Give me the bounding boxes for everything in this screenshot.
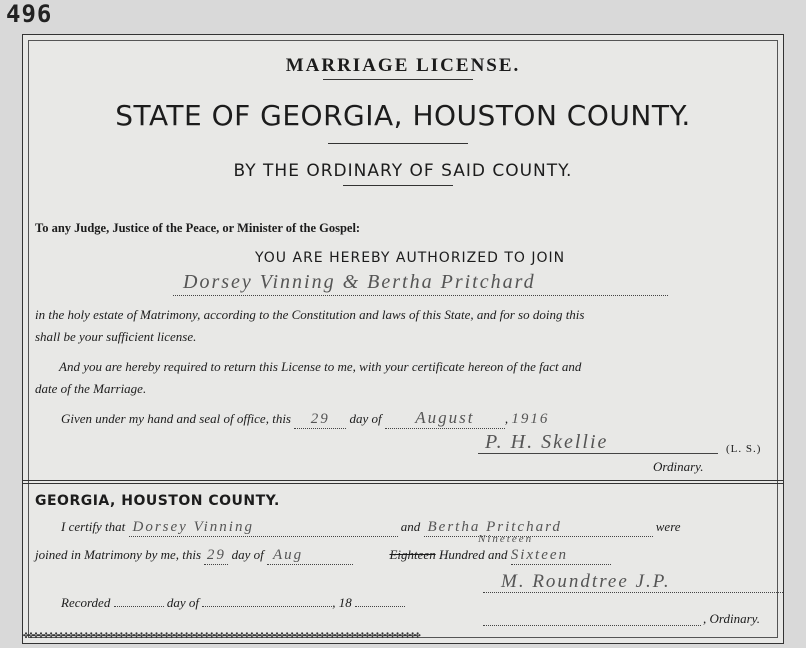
ordinary-signature: P. H. Skellie — [485, 431, 609, 453]
certificate-heading: GEORGIA, HOUSTON COUNTY. — [35, 493, 280, 509]
eighteen-struck: Eighteen — [389, 547, 436, 562]
given-day: 29 — [294, 411, 346, 429]
given-under-hand-line — [61, 408, 549, 429]
joined-prefix: joined in Matrimony by me, this — [35, 547, 202, 562]
section-separator — [23, 480, 783, 484]
joined-line — [35, 547, 611, 565]
certificate-ordinary-label: , Ordinary. — [703, 611, 760, 626]
decorative-border: ✤✤✤✤✤✤✤✤✤✤✤✤✤✤✤✤✤✤✤✤✤✤✤✤✤✤✤✤✤✤✤✤✤✤✤✤✤✤✤✤✤✤✤✤✤✤✤✤✤✤✤✤✤✤✤✤✤✤✤✤✤✤✤✤✤✤✤✤✤✤✤✤✤✤✤✤✤✤✤ — [23, 631, 420, 641]
divider-rule — [328, 143, 468, 144]
recorded-day-of: day of — [166, 595, 199, 610]
given-month: August — [385, 408, 505, 429]
given-year: 1916 — [511, 411, 550, 427]
title-underline — [323, 79, 473, 80]
joined-day: 29 — [204, 547, 228, 565]
officiant-signature: M. Roundtree J.P. — [501, 571, 671, 592]
ordinary-heading: BY THE ORDINARY OF SAID COUNTY. — [233, 161, 573, 181]
officiant-signature-line — [483, 592, 783, 593]
hundred-and: Hundred and — [438, 547, 508, 562]
certify-line — [61, 519, 681, 537]
given-prefix: Given under my hand and seal of office, this — [61, 411, 291, 426]
certify-prefix: I certify that — [61, 519, 126, 534]
recorded-year-prefix: , 18 — [332, 595, 352, 610]
license-form — [22, 34, 784, 644]
handwritten-couple-names: Dorsey Vinning & Bertha Pritchard — [183, 271, 536, 293]
paragraph-1-line-1: in the holy estate of Matrimony, according to the Constitution and laws of this State, and for so doing this — [35, 307, 585, 322]
page-number: 496 — [6, 0, 53, 28]
form-title: MARRIAGE LICENSE. — [285, 55, 521, 76]
groom-name: Dorsey Vinning — [129, 519, 398, 537]
ls-seal-label: (L. S.) — [726, 443, 762, 455]
ordinary-signature-line — [483, 625, 701, 626]
joined-day-of: day of — [231, 547, 264, 562]
signature-line — [478, 453, 718, 454]
paragraph-2-line-2: date of the Marriage. — [35, 381, 147, 396]
year-words: Sixteen — [511, 547, 611, 565]
divider-rule — [343, 185, 453, 186]
nineteen-correction: Nineteen — [478, 533, 534, 545]
authorization-line: YOU ARE HEREBY AUTHORIZED TO JOIN — [255, 250, 566, 266]
state-county-heading: STATE OF GEORGIA, HOUSTON COUNTY. — [115, 99, 691, 132]
and-label: and — [400, 519, 421, 534]
paragraph-2-line-1: And you are hereby required to return this License to me, with your certificate hereon of the fact and — [59, 359, 582, 374]
names-underline — [173, 295, 668, 296]
salutation: To any Judge, Justice of the Peace, or Minister of the Gospel: — [35, 221, 361, 235]
given-year-separator: , — [504, 411, 509, 426]
were-label: were — [655, 519, 681, 534]
ordinary-label: Ordinary. — [653, 459, 704, 474]
recorded-line — [61, 595, 405, 611]
paragraph-1-line-2: shall be your sufficient license. — [35, 329, 197, 344]
joined-month: Aug — [267, 547, 353, 565]
given-day-of: day of — [349, 411, 382, 426]
recorded-label: Recorded — [61, 595, 111, 610]
bride-name: Bertha Pritchard — [424, 519, 653, 537]
